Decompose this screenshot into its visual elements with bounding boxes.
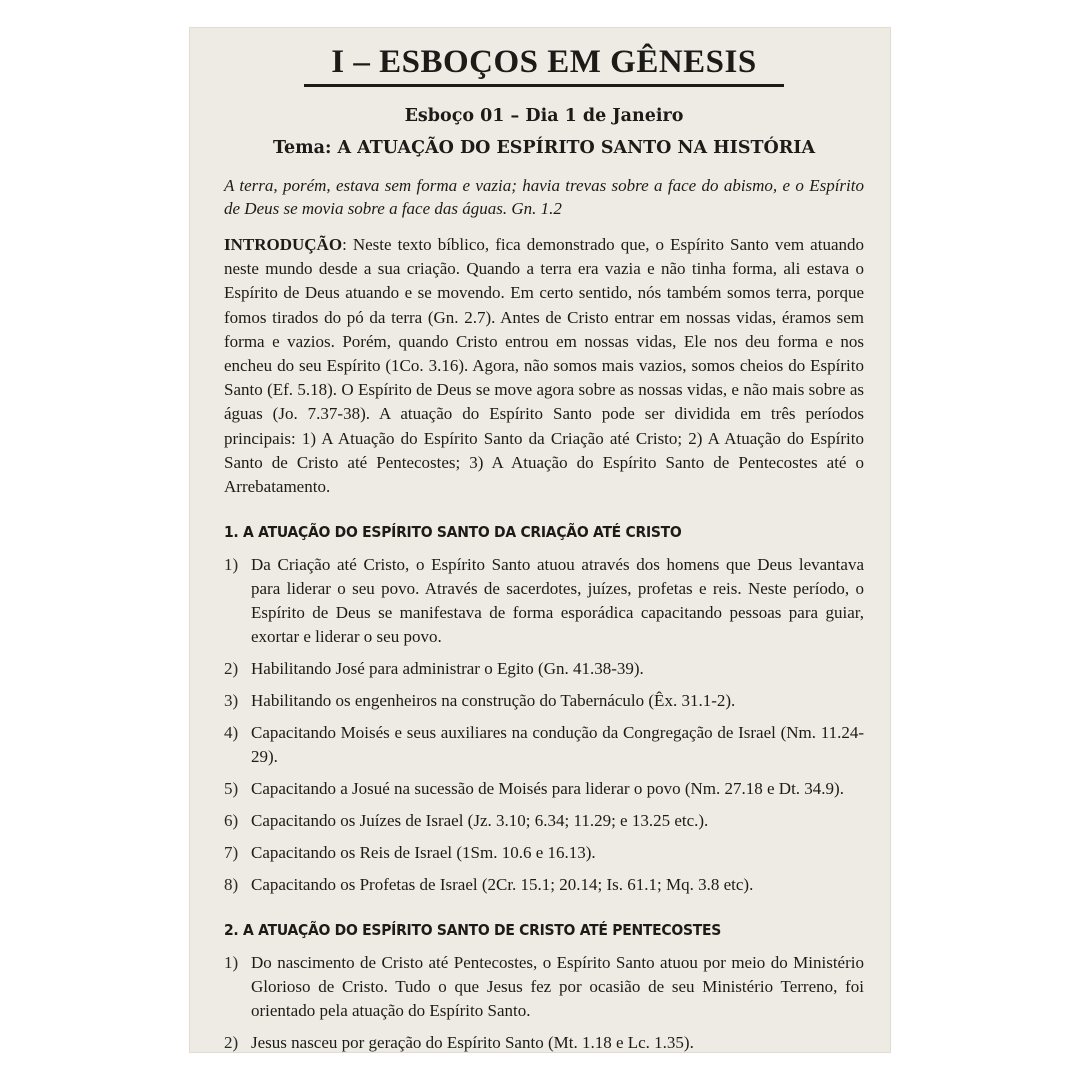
- item-number: 7): [224, 843, 239, 863]
- item-text: Capacitando os Profetas de Israel (2Cr. 15.1; 20.14; Is. 61.1; Mq. 3.8 etc).: [251, 875, 754, 895]
- list-item: [224, 657, 864, 681]
- epigraph-verse: A terra, porém, estava sem forma e vazia; havia trevas sobre a face do abismo, e o Espírito de Deus se movia sobre a face das águas. Gn. 1.2: [224, 176, 864, 218]
- item-text: Habilitando José para administrar o Egito (Gn. 41.38-39).: [251, 659, 644, 679]
- section-2-list: [224, 951, 864, 1055]
- list-item: [224, 809, 864, 833]
- item-text: Jesus nasceu por geração do Espírito Santo (Mt. 1.18 e Lc. 1.35).: [251, 1033, 694, 1053]
- list-item: [224, 777, 864, 801]
- section-1-list: [224, 553, 864, 897]
- item-number: 6): [224, 811, 239, 831]
- item-text: Capacitando os Juízes de Israel (Jz. 3.10; 6.34; 11.29; e 13.25 etc.).: [251, 811, 709, 831]
- introduction-text: : Neste texto bíblico, fica demonstrado que, o Espírito Santo vem atuando neste mundo desde a sua criação. Quando a terra era vazia e não tinha forma, ali estava o Espírito de Deus atuando e se movendo. Em certo sentido, nós também somos terra, porque fomos tirados do pó da terra (Gn. 2.7). Antes de Cristo entrar em nossas vidas, éramos sem forma e vazios. Porém, quando Cristo entrou em nossas vidas, Ele nos deu forma e nos encheu do seu Espírito (1Co. 3.16). Agora, não somos mais vazios, somos cheios do Espírito Santo (Ef. 5.18). O Espírito de Deus se move agora sobre as nossas vidas, e não mais sobre as águas (Jo. 7.37-38). A atuação do Espírito Santo pode ser dividida em três períodos principais: 1) A Atuação do Espírito Santo da Criação até Cristo; 2) A Atuação do Espírito Santo de Cristo até Pentecostes; 3) A Atuação do Espírito Santo de Pentecostes até o Arrebatamento.: [224, 235, 864, 497]
- item-text: Capacitando a Josué na sucessão de Moisés para liderar o povo (Nm. 27.18 e Dt. 34.9).: [251, 779, 844, 799]
- item-number: 8): [224, 875, 239, 895]
- item-number: 2): [224, 659, 239, 679]
- item-number: 1): [224, 953, 239, 973]
- introduction-paragraph: [224, 233, 864, 499]
- item-text: Capacitando Moisés e seus auxiliares na condução da Congregação de Israel (Nm. 11.24-29).: [251, 723, 864, 767]
- page-content: [224, 43, 864, 1063]
- item-number: 2): [224, 1033, 239, 1053]
- item-text: Do nascimento de Cristo até Pentecostes, o Espírito Santo atuou por meio do Ministério Glorioso de Cristo. Tudo o que Jesus fez por ocasião de seu Ministério Terreno, foi orientado pela atuação do Espírito Santo.: [251, 953, 864, 1021]
- item-text: Habilitando os engenheiros na construção do Tabernáculo (Êx. 31.1-2).: [251, 691, 736, 711]
- section-heading-1: 1. A ATUAÇÃO DO ESPÍRITO SANTO DA CRIAÇÃO ATÉ CRISTO: [224, 523, 682, 542]
- item-number: 3): [224, 691, 239, 711]
- list-item: [224, 1031, 864, 1055]
- list-item: [224, 689, 864, 713]
- book-page: [189, 27, 891, 1053]
- list-item: [224, 721, 864, 769]
- item-number: 1): [224, 555, 239, 575]
- theme-title: Tema: A ATUAÇÃO DO ESPÍRITO SANTO NA HISTÓRIA: [272, 138, 816, 158]
- item-text: Da Criação até Cristo, o Espírito Santo atuou através dos homens que Deus levantava para liderar o seu povo. Através de sacerdotes, juízes, profetas e reis. Neste período, o Espírito de Deus se manifestava de forma esporádica capacitando pessoas para guiar, exortar e liderar o seu povo.: [251, 555, 864, 647]
- introduction-label: INTRODUÇÃO: [224, 235, 343, 254]
- outline-title: Esboço 01 – Dia 1 de Janeiro: [404, 106, 684, 126]
- item-number: 4): [224, 723, 239, 743]
- chapter-title: I – ESBOÇOS EM GÊNESIS: [331, 44, 757, 80]
- list-item: [224, 951, 864, 1023]
- item-text: Capacitando os Reis de Israel (1Sm. 10.6 e 16.13).: [251, 843, 596, 863]
- chapter-title-underline: [304, 84, 784, 87]
- item-number: 5): [224, 779, 239, 799]
- section-heading-2: 2. A ATUAÇÃO DO ESPÍRITO SANTO DE CRISTO ATÉ PENTECOSTES: [224, 921, 722, 940]
- list-item: [224, 553, 864, 649]
- list-item: [224, 873, 864, 897]
- list-item: [224, 841, 864, 865]
